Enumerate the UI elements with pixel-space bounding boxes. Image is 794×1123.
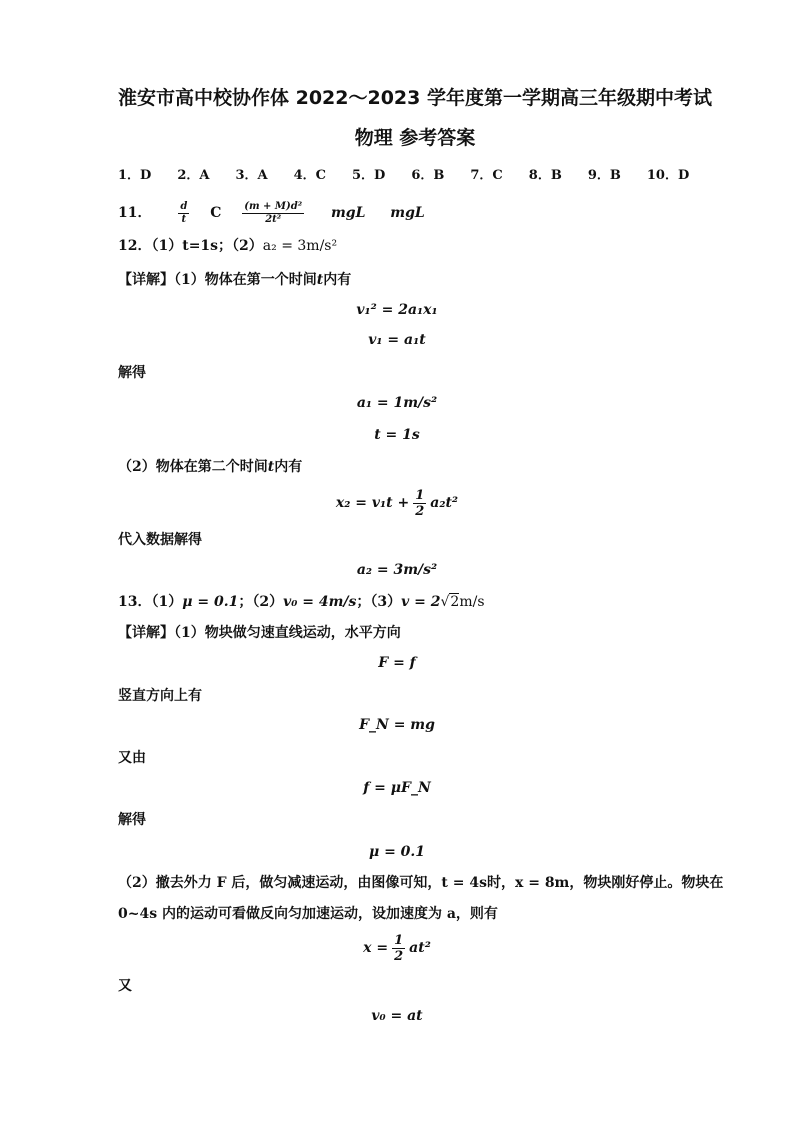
sqrt-sign: √ <box>440 594 450 610</box>
q12-header <box>118 236 794 256</box>
q13-header-sqrt: 2 <box>450 594 460 610</box>
q12-header-answer: a₂ = 3m/s² <box>262 238 338 254</box>
frac-den: t <box>181 213 187 225</box>
q12-eq5-right: a₂t² <box>430 495 459 511</box>
q13-eq5-right: at² <box>409 940 431 956</box>
q13-header-mu: μ = 0.1 <box>182 594 239 610</box>
q12-eq4: t = 1s <box>374 427 420 443</box>
q12-eq5-fraction <box>413 488 426 519</box>
q13-you: 又 <box>118 978 132 994</box>
q13-youyou: 又由 <box>118 750 146 766</box>
q13-eq5 <box>0 930 794 966</box>
q13-vertical: 竖直方向上有 <box>118 688 202 704</box>
q13-eq4: μ = 0.1 <box>368 844 426 860</box>
q13-header-v: v = 2 <box>401 594 441 610</box>
q13-detail: 【详解】（1）物块做匀速直线运动，水平方向 <box>118 625 401 641</box>
q13-part2-line2: 0~4s 内的运动可看做反向匀加速运动，设加速度为 a，则有 <box>118 906 498 922</box>
q13-eq6: v₀ = at <box>371 1008 423 1024</box>
answer-10: 10．D <box>646 168 690 183</box>
answer-9: 9．B <box>587 168 621 183</box>
q11-row <box>118 200 794 226</box>
answer-6: 6．B <box>411 168 445 183</box>
q13-part2-line1: （2）撤去外力 F 后，做匀减速运动，由图像可知，t = 4s时，x = 8m，物块刚好停止。物块在 <box>118 875 724 891</box>
answer-7: 7．C <box>470 168 503 183</box>
q12-jiede: 解得 <box>118 365 146 381</box>
q13-eq3: f = μF_N <box>363 780 431 796</box>
q11-fraction-d-over-t <box>178 201 189 226</box>
q13-header-unit: m/s <box>459 594 485 610</box>
q12-eq2: v₁ = a₁t <box>368 332 426 348</box>
q13-jiede: 解得 <box>118 812 146 828</box>
q12-daoru: 代入数据解得 <box>118 532 202 548</box>
page-subtitle: 物理 参考答案 <box>354 127 476 149</box>
q13-header-text: 13．（1） <box>118 594 183 610</box>
q11-option: C <box>210 205 222 221</box>
q12-part2-text: （2）物体在第二个时间 <box>118 459 268 475</box>
q13-header-sep1: ；（2） <box>238 594 284 610</box>
frac-num: 1 <box>415 487 425 503</box>
q11-label: 11． <box>118 205 152 221</box>
q12-detail <box>118 270 794 290</box>
answer-8: 8．B <box>528 168 562 183</box>
frac-num: d <box>180 200 188 212</box>
q13-eq5-left: x = <box>363 940 389 956</box>
answer-4: 4．C <box>293 168 327 183</box>
q12-eq5-left: x₂ = v₁t + <box>335 495 410 511</box>
q13-header <box>118 592 794 612</box>
answer-5: 5．D <box>352 168 386 183</box>
q12-part2 <box>118 457 794 477</box>
q13-eq1: F = f <box>378 655 416 671</box>
q12-eq1: v₁² = 2a₁x₁ <box>356 302 438 318</box>
frac-den: 2 <box>415 503 425 519</box>
q12-detail-t: t <box>316 272 324 288</box>
q11-mgl-1: mgL <box>330 205 366 221</box>
frac-den: 2t² <box>265 213 282 225</box>
answer-row <box>118 165 794 186</box>
q11-mgl-2: mgL <box>390 205 425 221</box>
frac-den: 2 <box>394 948 404 964</box>
q12-detail-text: 【详解】（1）物体在第一个时间 <box>118 272 317 288</box>
q12-eq3: a₁ = 1m/s² <box>356 395 438 411</box>
q13-header-v0: v₀ = 4m/s <box>283 594 357 610</box>
answer-3: 3．A <box>235 168 268 183</box>
q12-part2-t: t <box>267 459 275 475</box>
q13-eq5-fraction <box>392 933 405 964</box>
page-title: 淮安市高中校协作体 2022～2023 学年度第一学期高三年级期中考试 <box>118 87 712 109</box>
q12-part2-end: 内有 <box>274 459 303 475</box>
frac-num: (m + M)d² <box>244 200 303 212</box>
q13-header-sep2: ；（3） <box>356 594 402 610</box>
q12-header-text: 12．（1）t=1s；（2） <box>118 238 263 254</box>
answer-1: 1．D <box>118 168 152 183</box>
q11-fraction-energy <box>242 201 304 226</box>
answer-2: 2．A <box>177 168 210 183</box>
q12-eq5 <box>0 485 794 521</box>
q12-eq6: a₂ = 3m/s² <box>356 562 438 578</box>
q13-eq2: F_N = mg <box>359 717 435 733</box>
q12-detail-end: 内有 <box>323 272 352 288</box>
frac-num: 1 <box>394 932 404 948</box>
